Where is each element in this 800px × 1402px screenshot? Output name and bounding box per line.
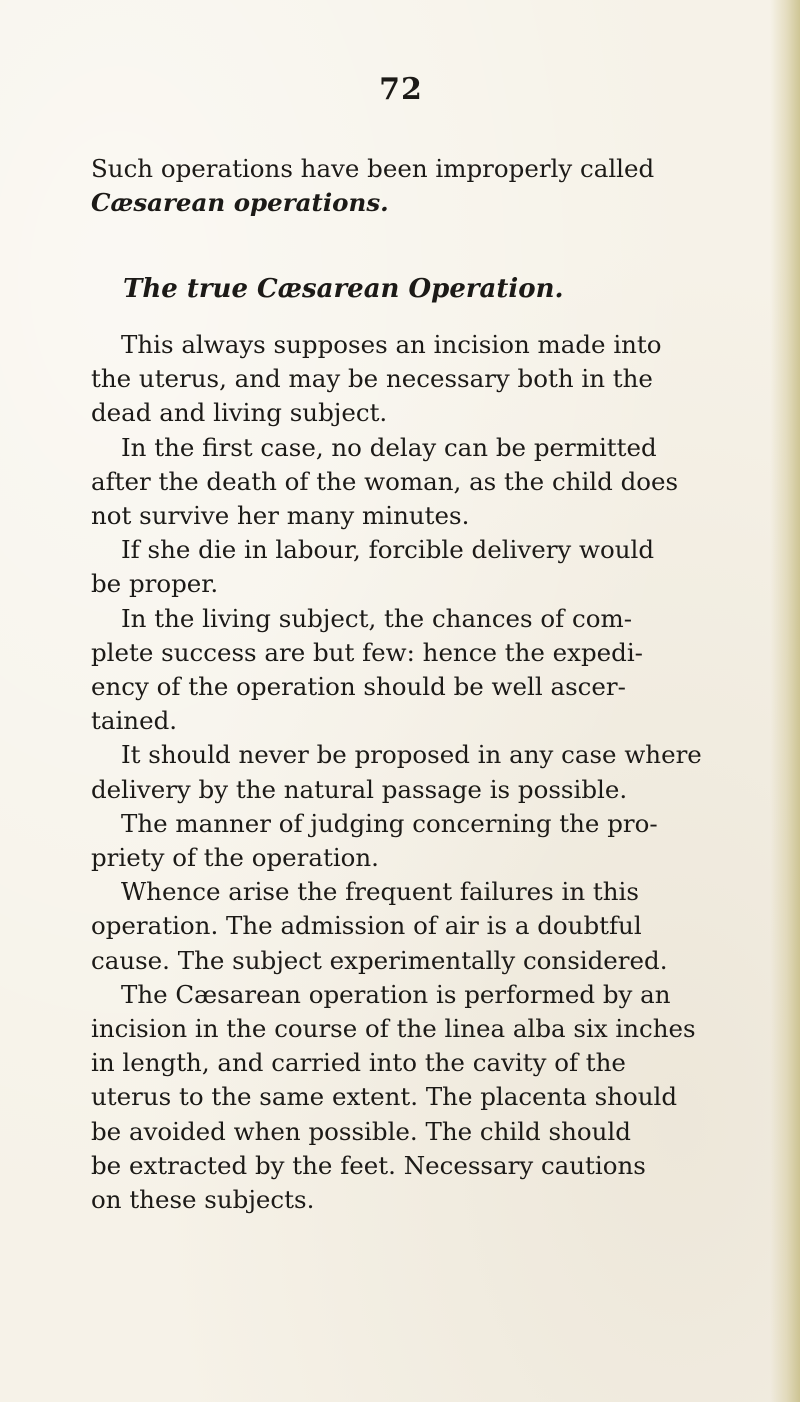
text-line: If she die in labour, forcible delivery would (121, 535, 655, 565)
paragraph (91, 533, 781, 601)
intro-line: Such operations have been improperly called (91, 154, 655, 183)
paragraph (91, 602, 781, 739)
text-line: In the living subject, the chances of com- (121, 603, 632, 633)
text-line: ency of the operation should be well ascer- (91, 672, 626, 702)
text-line: be extracted by the feet. Necessary cautions (91, 1150, 646, 1180)
text-line: cause. The subject experimentally considered. (91, 945, 668, 975)
body-text (91, 328, 781, 1217)
text-line: after the death of the woman, as the child does (91, 466, 679, 496)
text-line: the uterus, and may be necessary both in the (91, 364, 653, 394)
intro-text (91, 152, 781, 220)
page-number: 72 (379, 72, 423, 107)
text-line: The Cæsarean operation is performed by an (121, 979, 671, 1009)
text-line: in length, and carried into the cavity of the (91, 1048, 626, 1078)
paragraph (91, 875, 781, 978)
text-line: uterus to the same extent. The placenta should (91, 1082, 678, 1112)
text-line: The manner of judging concerning the pro- (121, 808, 658, 838)
section-heading: The true Cæsarean Operation. (123, 274, 564, 304)
text-line: plete success are but few: hence the expedi- (91, 637, 643, 667)
text-line: This always supposes an incision made into (121, 330, 662, 359)
text-line: Whence arise the frequent failures in this (121, 877, 639, 907)
text-line: operation. The admission of air is a doubtful (91, 911, 642, 941)
text-line: It should never be proposed in any case where (121, 740, 702, 770)
text-line: tained. (91, 706, 178, 736)
text-line: be avoided when possible. The child should (91, 1116, 631, 1146)
text-line: not survive her many minutes. (91, 501, 470, 531)
paragraph (91, 431, 781, 534)
paragraph (91, 328, 781, 431)
paragraph (91, 807, 781, 875)
text-line: on these subjects. (91, 1185, 315, 1215)
text-line: be proper. (91, 569, 219, 599)
text-line: delivery by the natural passage is possible. (91, 774, 628, 804)
intro-line-italic: Cæsarean operations. (91, 188, 389, 217)
paragraph (91, 738, 781, 806)
text-line: In the first case, no delay can be permitted (121, 432, 657, 462)
text-line: priety of the operation. (91, 843, 379, 873)
text-line: dead and living subject. (91, 398, 388, 428)
text-line: incision in the course of the linea alba six inches (91, 1014, 696, 1044)
paragraph (91, 978, 781, 1217)
